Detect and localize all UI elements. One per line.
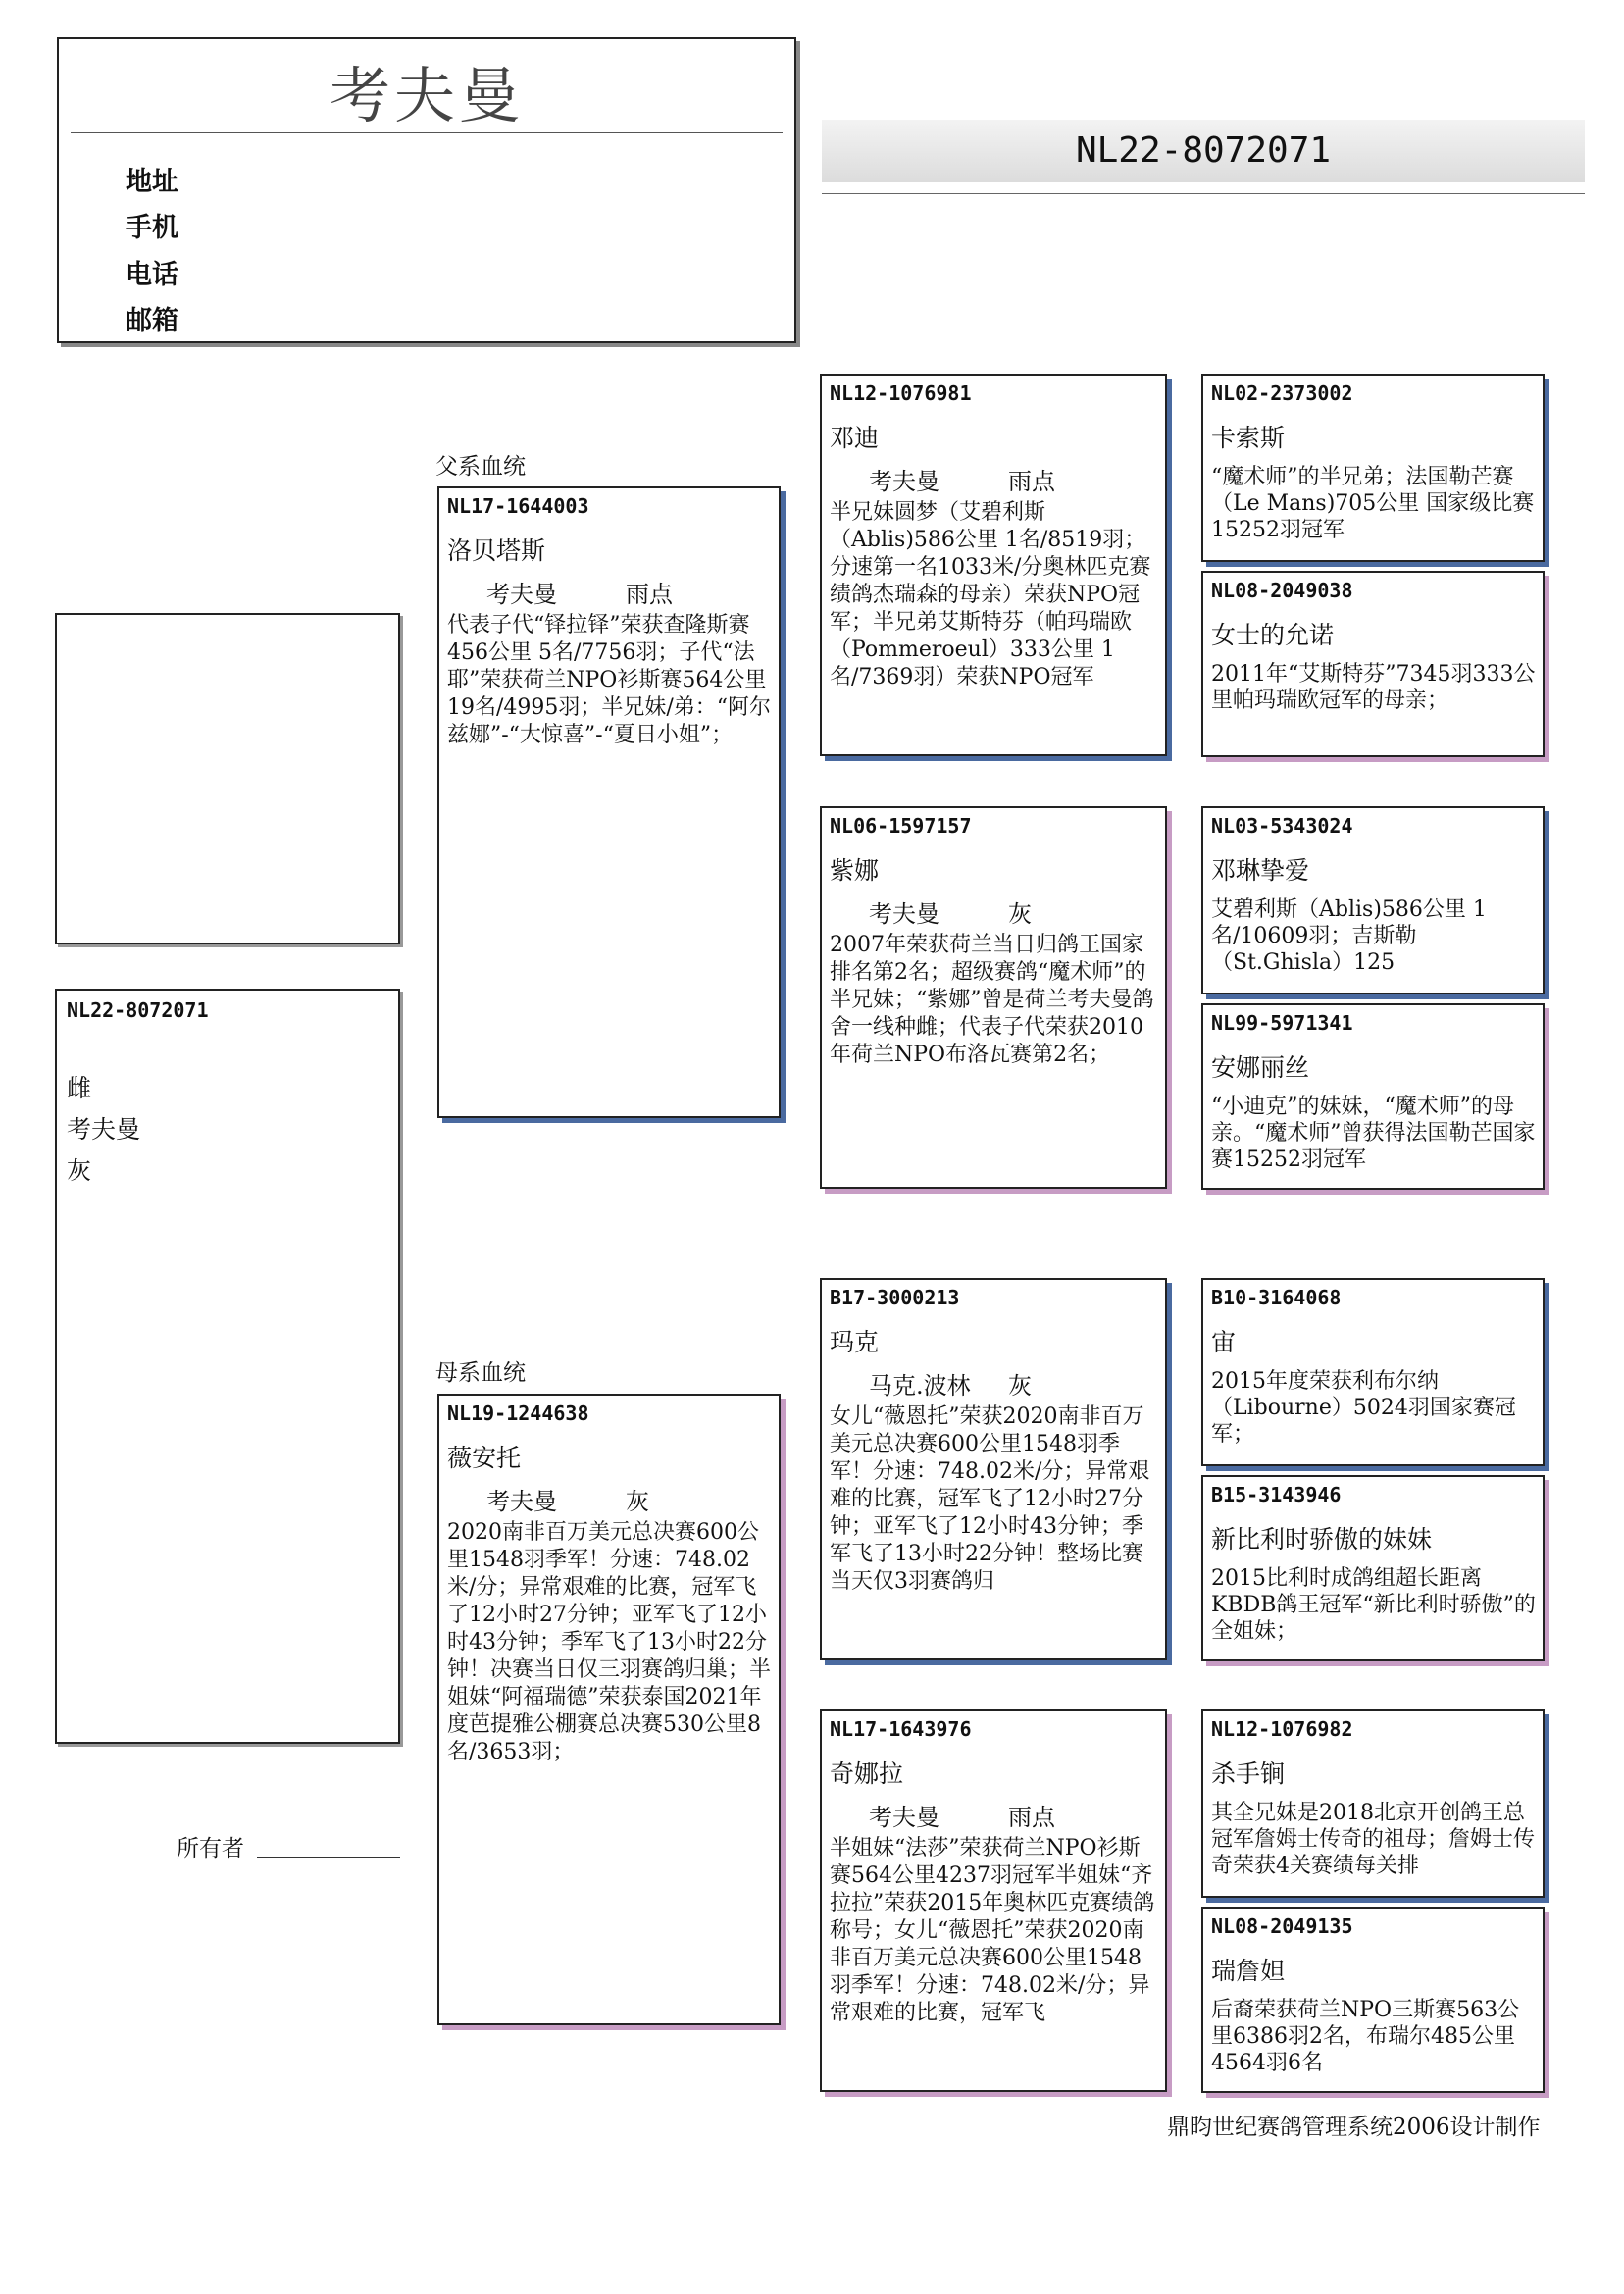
bird-color: 雨点 [1008,1804,1055,1831]
ring-number: NL08-2049135 [1211,1914,1353,1938]
breeder-header [57,37,796,343]
bird-name: 宙 [1211,1328,1237,1356]
owner-label: 所有者 [177,1836,244,1861]
breeder-name: 考夫曼 [486,581,557,608]
subject-sex: 雌 [67,1074,92,1102]
bird-name: 新比利时骄傲的妹妹 [1211,1525,1433,1554]
bird-description: 2015年度荣获利布尔纳（Libourne）5024羽国家赛冠军； [1211,1369,1516,1447]
breeder-name: 考夫曼 [869,1804,939,1831]
main-ring-number: NL22-8072071 [1075,130,1332,171]
bird-name: 薇安托 [447,1444,522,1472]
divider [71,132,783,133]
ring-number: NL12-1076982 [1211,1717,1353,1741]
dsd-card [1201,1475,1545,1661]
breeder-name: 考夫曼 [869,900,939,928]
dam-card [437,1394,781,2025]
sire-card [437,486,781,1118]
breeder-name: 考夫曼 [329,60,524,131]
breeder-name: 考夫曼 [486,1488,557,1515]
bird-color: 灰 [1008,1372,1032,1400]
sdd-card [1201,1003,1545,1190]
breeder-name: 考夫曼 [869,468,939,495]
bird-name: 卡索斯 [1211,424,1286,452]
footer-credit: 鼎昀世纪赛鸽管理系统2006设计制作 [1167,2115,1541,2140]
dss-card [1201,1278,1545,1466]
divider [822,193,1585,194]
bird-description: 女儿“薇恩托”荣获2020南非百万美元总决赛600公里1548羽季军！分速：748.02米/分；异常艰难的比赛，冠军飞了12小时27分钟；亚军飞了12小时43分钟；季军飞了13小时22分钟！整场比赛当天仅3羽赛鸽归 [830,1404,1150,1594]
phone-label: 电话 [126,260,178,290]
ddd-card [1201,1907,1545,2093]
bird-name: 玛克 [830,1328,880,1356]
bird-description: 半兄妹圆梦（艾碧利斯（Ablis)586公里 1名/8519羽；分速第一名1033米/分奥林匹克赛绩鸽杰瑞森的母亲）荣获NPO冠军；半兄弟艾斯特芬（帕玛瑞欧（Pommeroeul）333公里 1名/7369羽）荣获NPO冠军 [830,500,1151,689]
subject-breeder: 考夫曼 [67,1115,141,1144]
dam-sire-card [820,1278,1167,1660]
address-label: 地址 [126,167,178,197]
dds-card [1201,1709,1545,1898]
bird-description: 2020南非百万美元总决赛600公里1548羽季军！分速：748.02米/分；异常艰难的比赛，冠军飞了12小时27分钟；亚军飞了12小时43分钟；季军飞了13小时22分钟！决赛当日仅三羽赛鸽归巢；半姐妹“阿福瑞德”荣获泰国2021年度芭提雅公棚赛总决赛530公里8名/3653羽； [447,1520,772,1764]
dam-dam-card [820,1709,1167,2092]
sss-card [1201,374,1545,562]
subject-color: 灰 [67,1156,92,1185]
bird-name: 奇娜拉 [830,1759,904,1788]
ring-number: NL17-1644003 [447,494,589,518]
bird-description: “魔术师”的半兄弟；法国勒芒赛（Le Mans)705公里 国家级比赛15252羽冠军 [1211,465,1535,542]
bird-name: 紫娜 [830,856,880,885]
ring-number: NL03-5343024 [1211,814,1353,838]
bird-name: 安娜丽丝 [1211,1053,1310,1082]
ring-number: B15-3143946 [1211,1483,1342,1506]
ring-number: NL02-2373002 [1211,382,1353,405]
bird-description: 2011年“艾斯特芬”7345羽333公里帕玛瑞欧冠军的母亲； [1211,662,1536,713]
bird-color: 雨点 [626,581,673,608]
bird-color: 灰 [626,1488,649,1515]
sds-card [1201,806,1545,994]
ring-number: B10-3164068 [1211,1286,1342,1309]
bird-name: 洛贝塔斯 [447,536,546,565]
bird-description: 后裔荣获荷兰NPO三斯赛563公里6386羽2名，布瑞尔485公里4564羽6名 [1211,1998,1520,2075]
ring-number: NL19-1244638 [447,1402,589,1425]
ring-number: NL17-1643976 [830,1717,972,1741]
subject-bird-card [55,989,400,1744]
email-label: 邮箱 [126,306,178,336]
bird-name: 邓琳挚爱 [1211,856,1310,885]
ssd-card [1201,571,1545,757]
sire-line-label: 父系血统 [435,454,526,480]
bird-description: 2015比利时成鸽组超长距离KBDB鸽王冠军“新比利时骄傲”的全姐妹； [1211,1566,1536,1644]
ring-number: NL06-1597157 [830,814,972,838]
ring-number: NL99-5971341 [1211,1011,1353,1035]
ring-number: NL12-1076981 [830,382,972,405]
bird-name: 邓迪 [830,424,880,452]
bird-description: “小迪克”的妹妹，“魔术师”的母亲。“魔术师”曾获得法国勒芒国家赛15252羽冠军 [1211,1095,1536,1172]
bird-photo-frame [55,613,400,944]
bird-description: 艾碧利斯（Ablis)586公里 1名/10609羽；吉斯勒（St.Ghisla）125 [1211,897,1487,975]
ring-number: B17-3000213 [830,1286,960,1309]
dam-line-label: 母系血统 [435,1360,526,1386]
sire-sire-card [820,374,1167,756]
bird-description: 半姐妹“法莎”荣获荷兰NPO衫斯赛564公里4237羽冠军半姐妹“齐拉拉”荣获2015年奥林匹克赛绩鸽称号；女儿“薇恩托”荣获2020南非百万美元总决赛600公里1548羽季军！分速：748.02米/分；异常艰难的比赛，冠军飞 [830,1836,1155,2025]
bird-description: 代表子代“铎拉铎”荣获查隆斯赛456公里 5名/7756羽；子代“法耶”荣获荷兰NPO衫斯赛564公里19名/4995羽；半兄妹/弟：“阿尔兹娜”-“大惊喜”-“夏日小姐”； [447,613,772,747]
bird-name: 杀手锏 [1211,1759,1286,1788]
ring-number: NL08-2049038 [1211,579,1353,602]
mobile-label: 手机 [126,213,178,243]
breeder-name: 马克.波林 [869,1372,971,1400]
bird-description: 2007年荣获荷兰当日归鸽王国家排名第2名；超级赛鸽“魔术师”的半兄妹；“紫娜”曾是荷兰考夫曼鸽舍一线种雌；代表子代荣获2010年荷兰NPO布洛瓦赛第2名； [830,933,1154,1067]
bird-name: 瑞詹妲 [1211,1957,1286,1985]
owner-line [257,1857,400,1858]
subject-ring: NL22-8072071 [67,998,209,1022]
bird-description: 其全兄妹是2018北京开创鸽王总冠军詹姆士传奇的祖母；詹姆士传奇荣获4关赛绩每关排 [1211,1801,1536,1878]
sire-dam-card [820,806,1167,1189]
bird-name: 女士的允诺 [1211,621,1335,649]
bird-color: 雨点 [1008,468,1055,495]
bird-color: 灰 [1008,900,1032,928]
